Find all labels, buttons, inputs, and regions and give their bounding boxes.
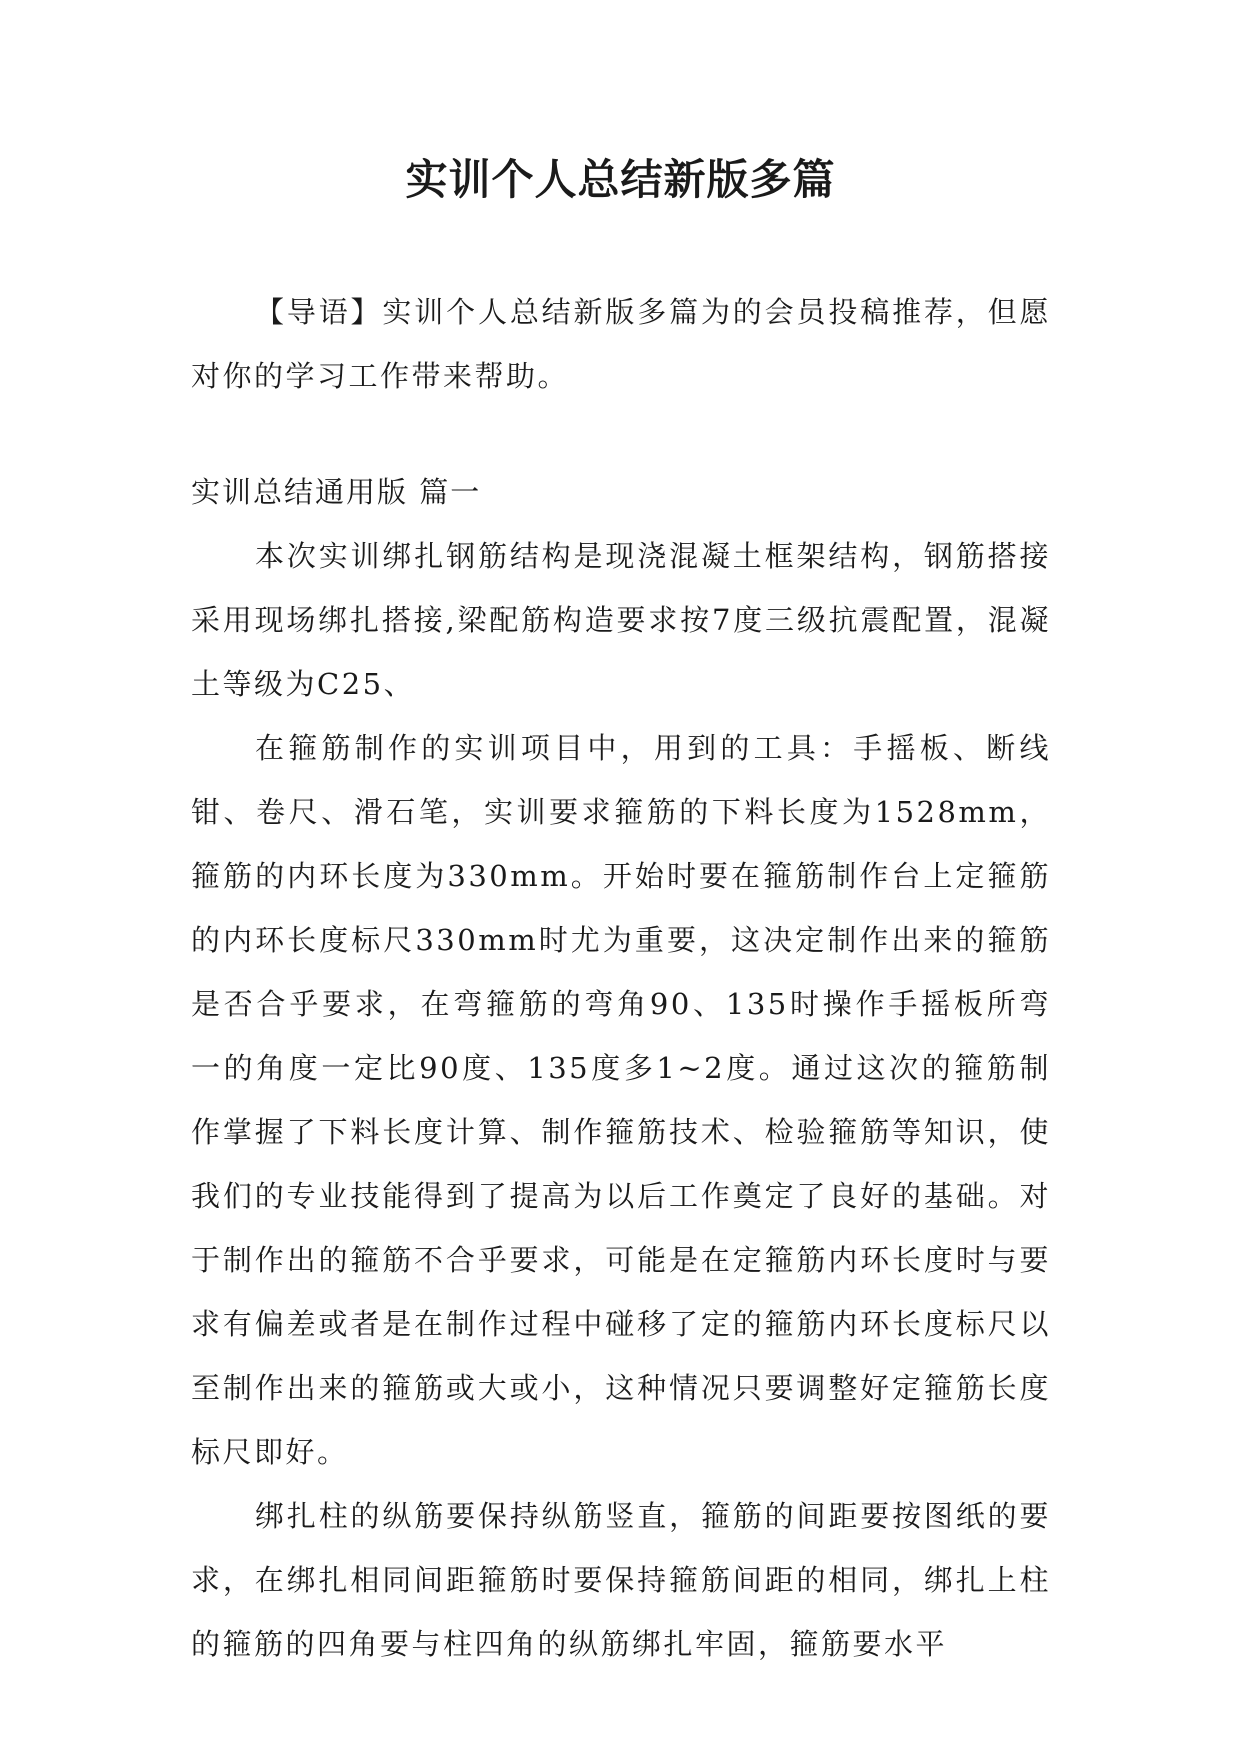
section-heading: 实训总结通用版 篇一 (191, 475, 482, 509)
body-paragraph-3: 绑扎柱的纵筋要保持纵筋竖直，箍筋的间距要按图纸的要求，在绑扎相同间距箍筋时要保持箍筋间距的相同，绑扎上柱的箍筋的四角要与柱四角的纵筋绑扎牢固，箍筋要水平 (191, 1499, 1051, 1661)
body-paragraph-1: 本次实训绑扎钢筋结构是现浇混凝土框架结构，钢筋搭接采用现场绑扎搭接,梁配筋构造要求按7度三级抗震配置，混凝土等级为C25、 (191, 539, 1051, 701)
section-block (191, 460, 1051, 1676)
intro-block (191, 280, 1051, 408)
intro-paragraph: 【导语】实训个人总结新版多篇为的会员投稿推荐，但愿对你的学习工作带来帮助。 (191, 295, 1051, 393)
document-title: 实训个人总结新版多篇 (405, 155, 836, 204)
body-paragraph-2: 在箍筋制作的实训项目中，用到的工具：手摇板、断线钳、卷尺、滑石笔，实训要求箍筋的下料长度为1528mm，箍筋的内环长度为330mm。开始时要在箍筋制作台上定箍筋的内环长度标尺330mm时尤为重要，这决定制作出来的箍筋是否合乎要求，在弯箍筋的弯角90、135时操作手摇板所弯一的角度一定比90度、135度多1~2度。通过这次的箍筋制作掌握了下料长度计算、制作箍筋技术、检验箍筋等知识，使我们的专业技能得到了提高为以后工作奠定了良好的基础。对于制作出的箍筋不合乎要求，可能是在定箍筋内环长度时与要求有偏差或者是在制作过程中碰移了定的箍筋内环长度标尺以至制作出来的箍筋或大或小，这种情况只要调整好定箍筋长度标尺即好。 (191, 731, 1051, 1469)
